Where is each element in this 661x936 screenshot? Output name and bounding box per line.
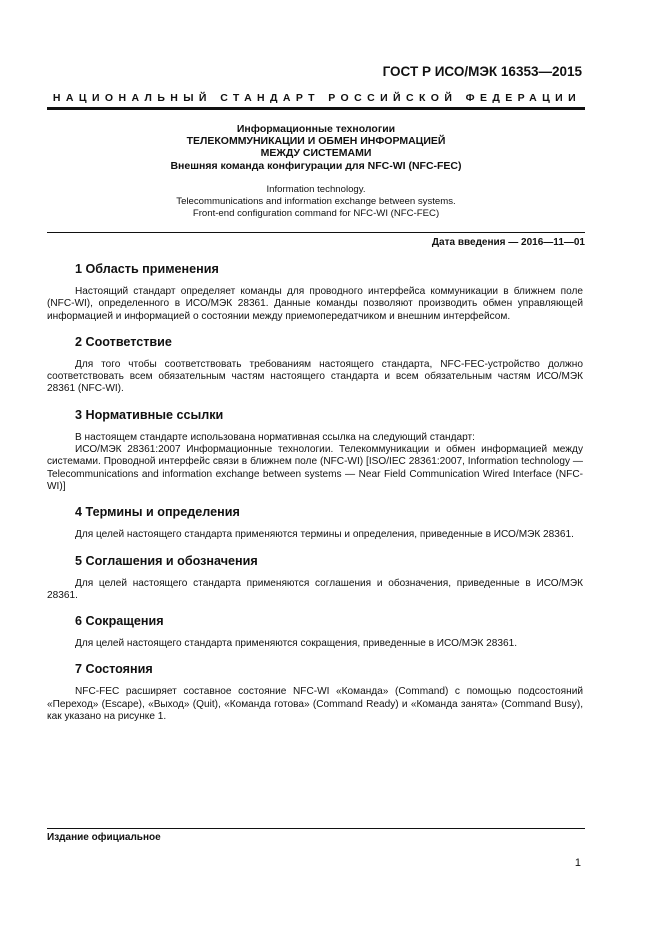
title-en-line: Front-end configuration command for NFC-WI (NFC-FEC) [192,208,440,219]
title-en-line: Telecommunications and information exchange between systems. [176,196,456,207]
title-ru-line: Внешняя команда конфигурации для NFC-WI (NFC-FEC) [170,159,462,172]
section-heading: 2 Соответствие [75,334,172,349]
section-paragraph: Настоящий стандарт определяет команды для проводного интерфейса коммуникации в ближнем поле (NFC-WI), определенного в ИСО/МЭК 28361. Данные команды позволяют производить обмен управляющей информацией и информацией о состоянии между приемопередатчиком и внешним интерфейсом. [47,286,583,322]
title-en-line: Information technology. [266,184,366,195]
section-paragraph: Для целей настоящего стандарта применяются сокращения, приведенные в ИСО/МЭК 28361. [75,638,518,650]
section-heading: 7 Состояния [75,662,153,677]
title-ru-line: МЕЖДУ СИСТЕМАМИ [260,147,372,160]
title-rule [47,232,585,233]
official-edition-label: Издание официальное [47,832,161,843]
section-paragraph: NFC-FEC расширяет составное состояние NFC-WI «Команда» (Command) с помощью подсостояний «Переход» (Escape), «Выход» (Quit), «Команда готова» (Command Ready) и «Команда занята» (Command Busy), как указано на рисунке 1. [47,686,583,723]
title-ru-line: ТЕЛЕКОММУНИКАЦИИ И ОБМЕН ИНФОРМАЦИЕЙ [186,135,446,148]
date-introduced: Дата введения — 2016—11—01 [431,237,585,248]
section-heading: 6 Сокращения [75,614,164,629]
header-rule [47,107,585,110]
section-paragraph: Для целей настоящего стандарта применяются соглашения и обозначения, приведенные в ИСО/МЭК 28361. [47,577,583,601]
section-heading: 5 Соглашения и обозначения [75,553,258,568]
page-number: 1 [574,857,581,869]
section-paragraph: Для целей настоящего стандарта применяются термины и определения, приведенные в ИСО/МЭК 28361. [75,529,574,541]
section-heading: 3 Нормативные ссылки [75,407,224,422]
section-heading: 1 Область применения [75,262,219,276]
section-paragraph: Для того чтобы соответствовать требованиям настоящего стандарта, NFC-FEC-устройство должно соответствовать всем обязательным частям настоящего стандарта и всем обязательным частям ИСО/МЭК 28361 (NFC-WI). [47,358,583,395]
national-standard-banner: НАЦИОНАЛЬНЫЙ СТАНДАРТ РОССИЙСКОЙ ФЕДЕРАЦИИ [52,92,582,104]
footer-rule [47,828,585,829]
section-paragraph: ИСО/МЭК 28361:2007 Информационные технологии. Телекоммуникации и обмен информацией между системами. Проводной интерфейс связи в ближнем поле (NFC-WI) [ISO/IEC 28361:2007, Information technology — Telecommunications and information exchange between systems — Near Field Communication Wired Interface (NFC-WI)] [47,444,583,492]
title-ru [47,123,585,172]
section-heading: 4 Термины и определения [75,505,240,520]
standard-number: ГОСТ Р ИСО/МЭК 16353—2015 [382,64,582,79]
title-ru-line: Информационные технологии [236,123,396,135]
document-body [47,262,583,735]
title-en [47,184,585,220]
section-paragraph: В настоящем стандарте использована нормативная ссылка на следующий стандарт: [75,431,475,443]
